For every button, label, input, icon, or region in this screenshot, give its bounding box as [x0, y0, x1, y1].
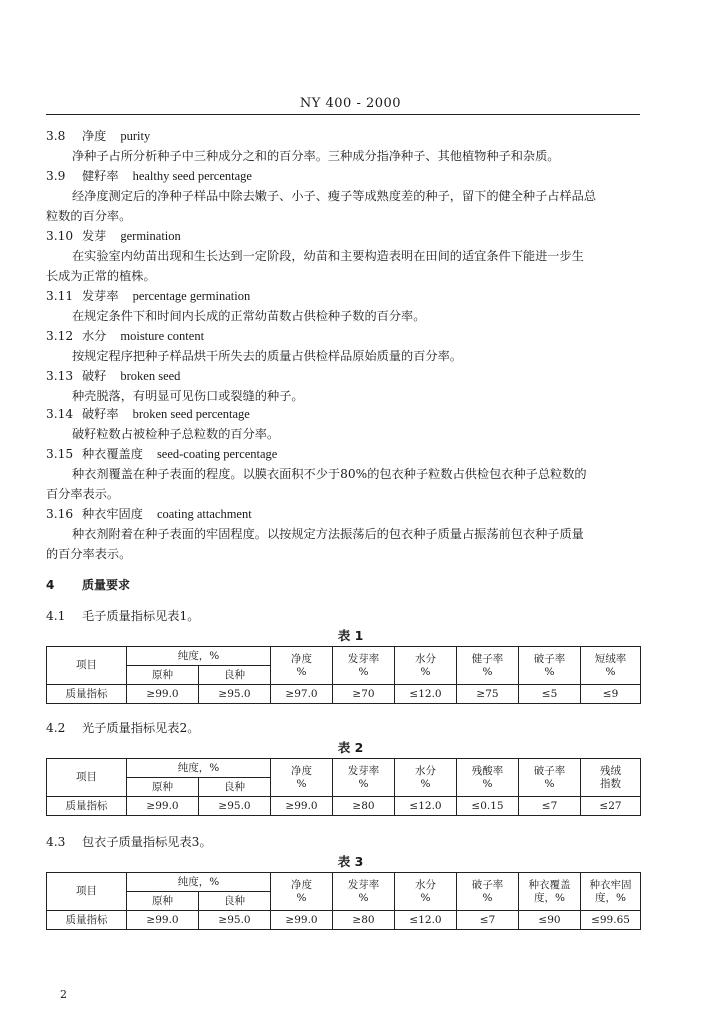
- definition-term: 发芽: [82, 229, 107, 243]
- table-cell: ≥95.0: [199, 911, 271, 930]
- column-header: [519, 647, 581, 685]
- definition-text: 在规定条件下和时间内长成的正常幼苗数占供检种子数的百分率。: [72, 309, 426, 323]
- item-header: 项目: [47, 873, 127, 911]
- column-header: [519, 759, 581, 797]
- definition-text: 破籽粒数占被检种子总粒数的百分率。: [72, 427, 280, 441]
- subsection-text: 毛子质量指标见表1。: [82, 609, 200, 623]
- subsection-4-3: [46, 834, 212, 850]
- definition-term: 水分: [82, 329, 107, 343]
- table-row: [47, 685, 641, 704]
- subsection-number: 4.1: [46, 609, 66, 623]
- column-header: [395, 759, 457, 797]
- definition-text: 长成为正常的植株。: [46, 269, 156, 283]
- column-header: [271, 759, 333, 797]
- column-header-line: 残酸率: [471, 764, 504, 777]
- column-header: [271, 873, 333, 911]
- purity-header: 纯度，%: [127, 873, 271, 892]
- column-header-line: 种衣覆盖: [528, 878, 571, 891]
- definition-term-english: germination: [120, 229, 181, 243]
- subsection-4-2: [46, 720, 199, 736]
- column-header: [457, 759, 519, 797]
- column-header: [457, 873, 519, 911]
- definition-text: 种衣剂附着在种子表面的牢固程度。以按规定方法振荡后的包衣种子质量占振荡前包衣种子质量: [72, 527, 584, 541]
- table-cell: ≥80: [333, 911, 395, 930]
- definition-text: 按规定程序把种子样品烘干所失去的质量占供检样品原始质量的百分率。: [72, 349, 462, 363]
- purity-sub-header: 原种: [127, 892, 199, 911]
- column-header-line: 发芽率: [347, 764, 380, 777]
- table-1-caption: 表 1: [337, 628, 364, 643]
- table-cell: ≥99.0: [271, 911, 333, 930]
- definition-number: 3.14: [46, 407, 74, 421]
- definition-term-english: percentage germination: [132, 289, 251, 303]
- definition-text: 种壳脱落，有明显可见伤口或裂缝的种子。: [72, 389, 304, 403]
- table-2-caption: 表 2: [337, 740, 364, 755]
- column-header-unit: %: [482, 777, 493, 790]
- definition-term-english: healthy seed percentage: [132, 169, 252, 183]
- subsection-4-1: [46, 608, 199, 624]
- definition-heading: [46, 368, 180, 384]
- definition-heading: [46, 506, 252, 522]
- quality-table-3: [46, 872, 641, 930]
- column-header: [333, 873, 395, 911]
- column-header-line: 水分: [415, 878, 437, 891]
- table-cell: ≤5: [519, 685, 581, 704]
- column-header-unit: %: [358, 665, 369, 678]
- quality-table-2: [46, 758, 641, 816]
- column-header-unit: %: [482, 665, 493, 678]
- column-header-unit: %: [296, 665, 307, 678]
- item-header: 项目: [47, 647, 127, 685]
- column-header-line: 水分: [415, 764, 437, 777]
- purity-sub-header: 良种: [199, 892, 271, 911]
- definition-term: 健籽率: [82, 169, 119, 183]
- table-cell: ≥99.0: [127, 911, 199, 930]
- column-header: [333, 759, 395, 797]
- section-title: 质量要求: [82, 578, 131, 592]
- definition-heading: [46, 406, 250, 422]
- definition-heading: [46, 328, 204, 344]
- column-header-line: 净度: [291, 652, 313, 665]
- definition-number: 3.12: [46, 329, 74, 343]
- definition-term: 破籽: [82, 369, 107, 383]
- column-header-line: 水分: [415, 652, 437, 665]
- column-header-unit: %: [420, 891, 431, 904]
- definition-text: 百分率表示。: [46, 487, 120, 501]
- definition-term: 种衣覆盖度: [82, 447, 143, 461]
- quality-table-1: [46, 646, 641, 704]
- definition-term-english: purity: [120, 129, 151, 143]
- column-header-unit: 度，%: [595, 891, 626, 904]
- column-header-line: 健子率: [471, 652, 504, 665]
- purity-sub-header: 良种: [199, 778, 271, 797]
- table-cell: ≤12.0: [395, 911, 457, 930]
- definition-term: 净度: [82, 129, 107, 143]
- column-header-line: 种衣牢固: [589, 878, 632, 891]
- table-cell: ≤99.65: [581, 911, 641, 930]
- definition-term-english: broken seed percentage: [132, 407, 250, 421]
- table-cell: ≥70: [333, 685, 395, 704]
- definition-text: 净种子占所分析种子中三种成分之和的百分率。三种成分指净种子、其他植物种子和杂质。: [72, 149, 560, 163]
- definition-number: 3.11: [46, 289, 74, 303]
- table-cell: ≥75: [457, 685, 519, 704]
- column-header-line: 短绒率: [594, 652, 627, 665]
- column-header-line: 发芽率: [347, 878, 380, 891]
- column-header-unit: %: [420, 777, 431, 790]
- definition-term-english: seed-coating percentage: [156, 447, 278, 461]
- definition-text: 粒数的百分率。: [46, 209, 132, 223]
- definition-text: 在实验室内幼苗出现和生长达到一定阶段，幼苗和主要构造表明在田间的适宜条件下能进一步生: [72, 249, 584, 263]
- definition-heading: [46, 228, 181, 244]
- table-cell: ≤9: [581, 685, 641, 704]
- column-header: [333, 647, 395, 685]
- row-label: 质量指标: [47, 911, 127, 930]
- table-cell: ≤7: [519, 797, 581, 816]
- section-4-heading: [46, 577, 130, 593]
- definition-term-english: broken seed: [120, 369, 181, 383]
- column-header-unit: %: [544, 665, 555, 678]
- table-cell: ≥80: [333, 797, 395, 816]
- header-rule: [46, 114, 640, 115]
- table-header-row: [47, 759, 641, 778]
- subsection-number: 4.3: [46, 835, 66, 849]
- table-row: [47, 911, 641, 930]
- table-3-caption: 表 3: [337, 854, 364, 869]
- column-header-line: 残绒: [600, 764, 622, 777]
- definition-term: 种衣牢固度: [82, 507, 143, 521]
- table-cell: ≤7: [457, 911, 519, 930]
- column-header-line: 净度: [291, 764, 313, 777]
- purity-sub-header: 原种: [127, 666, 199, 685]
- definition-text: 种衣剂覆盖在种子表面的程度。以膜衣面积不少于80%的包衣种子粒数占供检包衣种子总粒数的: [72, 467, 587, 481]
- column-header-line: 破子率: [471, 878, 504, 891]
- purity-header: 纯度，%: [127, 759, 271, 778]
- table-cell: ≥99.0: [127, 685, 199, 704]
- definition-term-english: moisture content: [120, 329, 205, 343]
- column-header-unit: %: [296, 777, 307, 790]
- definition-number: 3.13: [46, 369, 74, 383]
- column-header-unit: %: [544, 777, 555, 790]
- table-cell: ≤12.0: [395, 685, 457, 704]
- purity-header: 纯度，%: [127, 647, 271, 666]
- subsection-number: 4.2: [46, 721, 66, 735]
- column-header-unit: 度，%: [534, 891, 565, 904]
- definition-number: 3.10: [46, 229, 74, 243]
- purity-sub-header: 原种: [127, 778, 199, 797]
- table-header-row: [47, 647, 641, 666]
- page-header: NY 400 - 2000: [299, 96, 402, 111]
- column-header: [457, 647, 519, 685]
- column-header: [395, 873, 457, 911]
- table-cell: ≥99.0: [271, 797, 333, 816]
- definition-heading: [46, 446, 277, 462]
- column-header: [519, 873, 581, 911]
- definition-term: 破籽率: [82, 407, 119, 421]
- column-header: [581, 759, 641, 797]
- column-header: [395, 647, 457, 685]
- page-number: 2: [60, 988, 67, 1001]
- table-cell: ≥95.0: [199, 685, 271, 704]
- table-cell: ≥95.0: [199, 797, 271, 816]
- column-header-line: 破子率: [533, 652, 566, 665]
- definition-text: 的百分率表示。: [46, 547, 132, 561]
- row-label: 质量指标: [47, 685, 127, 704]
- column-header-line: 破子率: [533, 764, 566, 777]
- table-cell: ≥99.0: [127, 797, 199, 816]
- column-header-unit: 指数: [600, 777, 622, 790]
- definition-number: 3.15: [46, 447, 74, 461]
- definition-number: 3.16: [46, 507, 74, 521]
- table-header-row: [47, 873, 641, 892]
- definition-term: 发芽率: [82, 289, 119, 303]
- column-header-unit: %: [358, 891, 369, 904]
- purity-sub-header: 良种: [199, 666, 271, 685]
- column-header: [271, 647, 333, 685]
- table-cell: ≤12.0: [395, 797, 457, 816]
- table-cell: ≤0.15: [457, 797, 519, 816]
- definition-heading: [46, 128, 150, 144]
- definition-heading: [46, 168, 252, 184]
- item-header: 项目: [47, 759, 127, 797]
- table-cell: ≤27: [581, 797, 641, 816]
- column-header-unit: %: [358, 777, 369, 790]
- row-label: 质量指标: [47, 797, 127, 816]
- column-header: [581, 873, 641, 911]
- column-header-unit: %: [482, 891, 493, 904]
- column-header-line: 净度: [291, 878, 313, 891]
- definition-heading: [46, 288, 250, 304]
- subsection-text: 包衣子质量指标见表3。: [82, 835, 212, 849]
- table-cell: ≥97.0: [271, 685, 333, 704]
- definition-term-english: coating attachment: [156, 507, 252, 521]
- table-row: [47, 797, 641, 816]
- table-cell: ≤90: [519, 911, 581, 930]
- column-header-unit: %: [605, 665, 616, 678]
- section-number: 4: [46, 578, 55, 592]
- definition-text: 经净度测定后的净种子样品中除去嫩子、小子、瘦子等成熟度差的种子，留下的健全种子占样品总: [72, 189, 597, 203]
- subsection-text: 光子质量指标见表2。: [82, 721, 200, 735]
- definition-number: 3.9: [46, 169, 66, 183]
- column-header-unit: %: [296, 891, 307, 904]
- column-header: [581, 647, 641, 685]
- column-header-line: 发芽率: [347, 652, 380, 665]
- column-header-unit: %: [420, 665, 431, 678]
- definition-number: 3.8: [46, 129, 66, 143]
